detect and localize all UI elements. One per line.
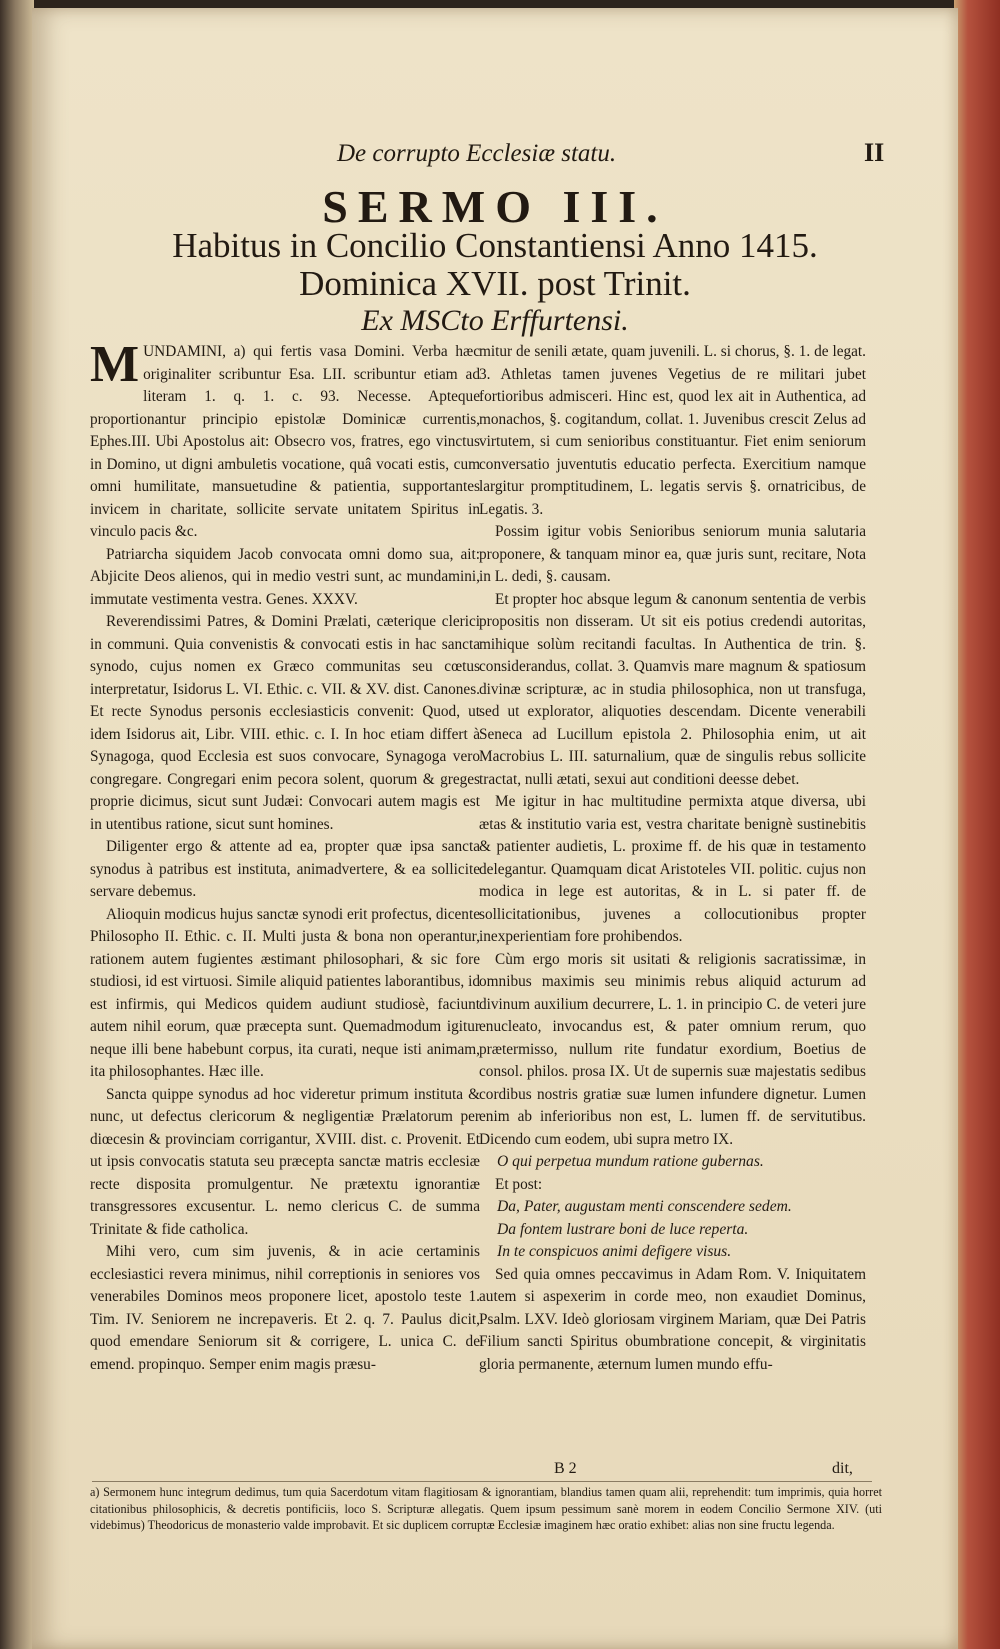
drop-cap: M [90, 336, 140, 393]
verse-line: O qui perpetua mundum ratione gubernas. [497, 1153, 764, 1170]
paragraph [90, 336, 480, 544]
footnote-divider [92, 1481, 872, 1482]
page-number: II [864, 138, 885, 167]
paragraph: Cùm ergo moris sit usitati & religionis sacratissimæ, in omnibus maximis seu minimis rebus aliquid acturum ad divinum auxilium decurrere, L. 1. in principio C. de veteri jure enucleato, invocandus est, & pater omnium rerum, quo prætermisso, nullum rite fundatur exordium, Boetius de consol. philos. prosa IX. Ut de supernis suæ majestatis sedibus cordibus nostris gratiæ suæ lumen infundere dignetur. Lumen enim ab inferioribus non est, L. lumen ff. de servitutibus. Dicendo cum eodem, ubi supra metro IX. [479, 950, 866, 1148]
verse-line: Da, Pater, augustam menti conscendere sedem. [497, 1198, 792, 1215]
sermon-title: SERMO III. [322, 181, 668, 232]
left-column [90, 336, 480, 1376]
running-head: De corrupto Ecclesiæ statu. [337, 140, 617, 167]
sermon-subtitle-1: Habitus in Concilio Constantiensi Anno 1415. [172, 226, 818, 265]
paragraph: Et post: [495, 1175, 543, 1193]
book-cover-edge [954, 0, 1000, 1649]
paragraph: Diligenter ergo & attente ad ea, propter quæ ipsa sancta synodus à patribus est instituta, animadvertere, & ea sollicite servare debemus. [90, 838, 480, 900]
paragraph: mitur de senili ætate, quam juvenili. L. si chorus, §. 1. de legat. 3. Athletas tamen juvenes Vegetius de re militari jubet fortioribus admisceri. Hinc est, quod lex ait in Authentica, ad monachos, §. cogitandum, collat. 1. Juvenibus crescit Zelus ad virtutem, si cum senioribus constituantur. Fiet enim seniorum conversatio juventutis educatio perfecta. Exercitium namque largitur promptitudinem, L. legatis servis §. ornatricibus, de Legatis. 3. [479, 343, 866, 518]
book-page [32, 8, 958, 1649]
signature-mark: B 2 [554, 1460, 577, 1477]
previous-page-edge [0, 0, 34, 1649]
footnote: a) Sermonem hunc integrum dedimus, tum quia Sacerdotum vitam flagitiosam & ignorantiam, blandius tamen quam alii, reprehendit: tum imprimis, quia horret citationibus philosophicis, & decretis pontificiis, loco S. Scripturæ allegatis. Quem ipsum pessimum sanè morem in eodem Concilio Sermone XIV. (uti videbimus) Theodoricus de monasterio valde improbavit. Et sic duplicem corruptæ Ecclesiæ imaginem hæc oratio exhibet: alias non sine fructu legenda. [90, 1485, 882, 1532]
paragraph-text: UNDAMINI, a) qui fertis vasa Domini. Verba hæc originaliter scribuntur Esa. LII. scribuntur etiam ad literam 1. q. 1. c. 93. Necesse. Apteque proportionantur principio epistolæ Dominicæ currentis, Ephes.III. Ubi Apostolus ait: Obsecro vos, fratres, ego vinctus in Domino, ut digni ambuletis vocatione, quâ vocati estis, cum omni humilitate, mansuetudine & patientia, supportantes invicem in charitate, sollicite servate unitatem Spiritus in vinculo pacis &c. [90, 343, 480, 540]
paragraph: Possim igitur vobis Senioribus seniorum munia salutaria proponere, & tanquam minor ea, quæ juris sunt, recitare, Nota in L. dedi, §. causam. [479, 523, 866, 585]
paragraph: Sancta quippe synodus ad hoc videretur primum instituta & nunc, ut defectus clericorum & negligentiæ Prælatorum per diœcesin & provinciam corrigantur, XVIII. dist. c. Provenit. Et ut ipsis convocatis statuta seu præcepta sanctæ matris ecclesiæ recte disposita promulgentur. Ne prætextu ignorantiæ transgressores excusentur. L. nemo clericus C. de summa Trinitate & fide catholica. [90, 1085, 480, 1238]
paragraph: Patriarcha siquidem Jacob convocata omni domo sua, ait: Abjicite Deos alienos, qui in medio vestri sunt, ac mundamini, immutate vestimenta vestra. Genes. XXXV. [90, 545, 480, 608]
paragraph: Et propter hoc absque legum & canonum sententia de verbis propositis non disseram. Ut sit eis potius credendi autoritas, mihique solùm recitandi facultas. In Authentica de trin. §. considerandus, collat. 3. Quamvis mare magnum & spatiosum divinæ scripturæ, ac in studia philosophica, non ut transfuga, sed ut explorator, aliquoties descendam. Dicente venerabili Seneca ad Lucillum epistola 2. Philosophia enim, ut ait Macrobius L. III. saturnalium, quæ de singulis rebus sollicite tractat, nulli ætati, sexui aut conditioni deesse debet. [479, 590, 866, 788]
catchword: dit, [832, 1460, 853, 1477]
sermon-source: Ex MSCto Erffurtensi. [361, 304, 629, 337]
sermon-subtitle-2: Dominica XVII. post Trinit. [299, 264, 691, 303]
paragraph: Mihi vero, cum sim juvenis, & in acie certaminis ecclesiastici revera minimus, nihil correptionis in seniores vos venerabiles Dominos meos proponere licet, apostolo teste 1. Tim. IV. Seniorem ne increpaveris. Et 2. q. 7. Paulus dicit, quod emendare Seniorum sit & corrigere, L. unica C. de emend. propinquo. Semper enim magis præsu- [90, 1243, 480, 1373]
paragraph: Reverendissimi Patres, & Domini Prælati, cæterique clerici in communi. Quia convenistis & convocati estis in hac sancta synodo, cujus nomen ex Græco communitas seu cœtus interpretatur, Isidorus L. VI. Ethic. c. VII. & XV. dist. Canones. Et recte Synodus personis ecclesiasticis convenit: Quod, ut idem Isidorus ait, Libr. VIII. ethic. c. I. In hoc etiam differt à Synagoga, quod Ecclesia est suos convocare, Synagoga vero congregare. Congregari enim pecora solent, quorum & greges proprie dicimus, sicut sunt Judæi: Convocari autem magis est in utentibus ratione, sicut sunt homines. [90, 613, 480, 833]
verse-line: Da fontem lustrare boni de luce reperta. [497, 1220, 749, 1238]
paragraph: Alioquin modicus hujus sanctæ synodi erit profectus, dicente Philosopho II. Ethic. c. II. Multi justa & bona non operantur, rationem autem fugientes æstimant philosophari, & sic fore studiosi, id est virtuosi. Simile aliquid patientes laborantibus, id est infirmis, qui Medicos quidem audiunt studiosè, faciunt autem nihil eorum, quæ præcepta sunt. Quemadmodum igitur neque illi bene habebunt corpus, ita curati, neque isti animam, ita philosophantes. Hæc ille. [90, 905, 480, 1080]
paragraph: Me igitur in hac multitudine permixta atque diversa, ubi ætas & institutio varia est, vestra charitate benignè sustinebitis & patienter audietis, L. proxime ff. de his quæ in testamento delegantur. Quamquam dicat Aristoteles VII. politic. cujus non modica in lege est autoritas, & in L. si pater ff. de sollicitationibus, juvenes a collocutionibus propter inexperientiam fore prohibendos. [479, 793, 866, 945]
verse-line: In te conspicuos animi defigere visus. [497, 1243, 732, 1260]
paragraph: Sed quia omnes peccavimus in Adam Rom. V. Iniquitatem autem si aspexerim in corde meo, non exaudiet Dominus, Psalm. LXV. Ideò gloriosam virginem Mariam, quæ Dei Patris Filium sancti Spiritus obumbratione concepit, & virginitatis gloria permanente, æternum lumen mundo effu- [479, 1265, 866, 1373]
right-column [479, 341, 866, 1376]
